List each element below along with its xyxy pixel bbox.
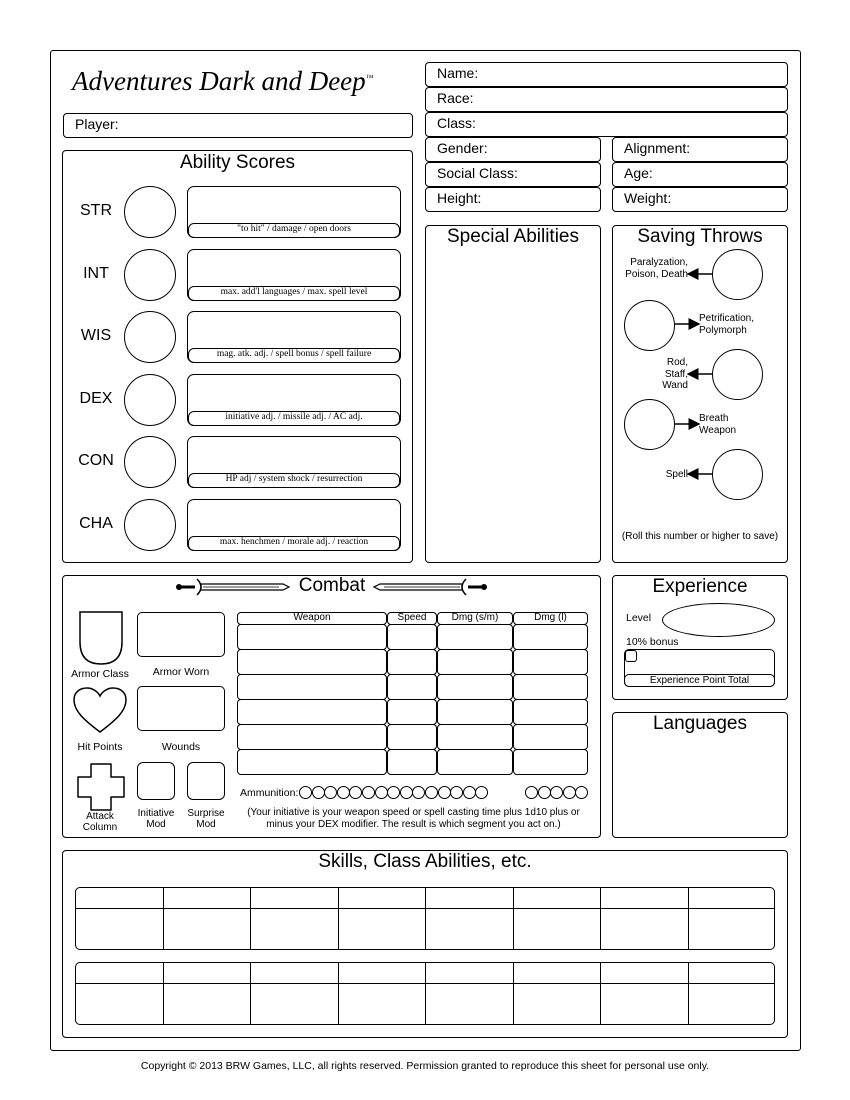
bonus-label: 10% bonus: [626, 636, 679, 648]
armor-worn-label: Armor Worn: [152, 666, 210, 678]
ammunition-circle[interactable]: [400, 786, 413, 799]
saving-throws-title: Saving Throws: [637, 226, 763, 247]
social-class-label: Social Class:: [437, 165, 518, 181]
ability-score-circle-dex[interactable]: [124, 374, 176, 426]
gender-label: Gender:: [437, 140, 488, 156]
skills-cell[interactable]: [75, 908, 163, 950]
weapon-cell[interactable]: [513, 674, 588, 700]
ability-label-cha: CHA: [79, 514, 113, 532]
weapon-cell[interactable]: [387, 699, 437, 725]
save-circle-breath[interactable]: [624, 399, 675, 450]
initiative-mod-box[interactable]: [137, 762, 175, 800]
wounds-box[interactable]: [137, 686, 225, 731]
weapon-cell[interactable]: [237, 624, 387, 650]
game-title-text: Adventures Dark and Deep: [72, 66, 366, 96]
skills-cell[interactable]: [338, 983, 426, 1025]
ammunition-circle[interactable]: [475, 786, 488, 799]
save-circle-petrification[interactable]: [624, 300, 675, 351]
weapon-cell[interactable]: [387, 724, 437, 750]
weight-label: Weight:: [624, 190, 672, 206]
ammunition-circle[interactable]: [550, 786, 563, 799]
level-oval[interactable]: [662, 603, 775, 637]
ability-modifiers-box-str[interactable]: [187, 186, 401, 238]
weapon-cell[interactable]: [237, 649, 387, 675]
weapon-cell[interactable]: [513, 699, 588, 725]
save-label-breath: Breath Weapon: [699, 413, 737, 436]
player-label: Player:: [75, 116, 119, 132]
weapon-cell[interactable]: [437, 624, 513, 650]
weapon-cell[interactable]: [513, 649, 588, 675]
skills-cell[interactable]: [163, 908, 251, 950]
ability-modifiers-box-int[interactable]: [187, 249, 401, 301]
initiative-note: (Your initiative is your weapon speed or spell casting time plus 1d10 plus or minus your DEX modifier. The result is which segment you act on.): [247, 807, 580, 830]
ability-modifiers-caption: initiative adj. / missile adj. / AC adj.: [188, 411, 400, 426]
wounds-label: Wounds: [161, 741, 201, 753]
weight-field[interactable]: [612, 187, 788, 212]
weapon-cell[interactable]: [437, 649, 513, 675]
skills-title: Skills, Class Abilities, etc.: [318, 851, 532, 872]
armor-worn-box[interactable]: [137, 612, 225, 657]
languages-section[interactable]: [612, 712, 788, 838]
combat-title: Combat: [298, 575, 366, 596]
name-label: Name:: [437, 65, 479, 81]
weapon-header-cell: Speed: [387, 612, 437, 625]
ammunition-circle[interactable]: [563, 786, 576, 799]
ability-label-wis: WIS: [80, 327, 112, 344]
armor-class-shield-icon[interactable]: [78, 610, 124, 666]
skills-cell[interactable]: [425, 983, 513, 1025]
save-circle-spell[interactable]: [712, 449, 763, 500]
class-field[interactable]: [425, 112, 788, 137]
weapon-header-cell: Dmg (l): [513, 612, 588, 625]
surprise-mod-box[interactable]: [187, 762, 225, 800]
surprise-mod-label: Surprise Mod: [187, 808, 225, 830]
skills-cell[interactable]: [163, 983, 251, 1025]
ability-modifiers-caption: "to hit" / damage / open doors: [188, 223, 400, 238]
name-field[interactable]: [425, 62, 788, 87]
weapon-cell[interactable]: [513, 724, 588, 750]
save-label-petrification: Petrification, Polymorph: [699, 313, 755, 336]
save-label-paralyzation: Paralyzation, Poison, Death: [625, 257, 688, 280]
save-circle-paralyzation[interactable]: [712, 249, 763, 300]
weapon-cell[interactable]: [237, 674, 387, 700]
weapon-cell[interactable]: [237, 699, 387, 725]
alignment-label: Alignment:: [624, 140, 691, 156]
languages-title: Languages: [652, 713, 748, 734]
game-title: [72, 66, 417, 106]
level-label: Level: [626, 612, 652, 624]
height-field[interactable]: [425, 187, 601, 212]
ammunition-circle[interactable]: [450, 786, 463, 799]
ability-score-circle-cha[interactable]: [124, 499, 176, 551]
skills-cell[interactable]: [338, 908, 426, 950]
ammunition-circle[interactable]: [337, 786, 350, 799]
weapon-cell[interactable]: [387, 624, 437, 650]
ability-modifiers-caption: max. henchmen / morale adj. / reaction: [188, 536, 400, 551]
initiative-mod-label: Initiative Mod: [137, 808, 175, 830]
ability-modifiers-box-cha[interactable]: [187, 499, 401, 551]
save-label-rod: Rod, Staff, Wand: [662, 357, 688, 391]
ammunition-circle[interactable]: [299, 786, 312, 799]
weapon-cell[interactable]: [437, 724, 513, 750]
skills-cell[interactable]: [513, 983, 601, 1025]
ammunition-circle[interactable]: [362, 786, 375, 799]
skills-cell[interactable]: [250, 983, 338, 1025]
skills-cell[interactable]: [600, 908, 688, 950]
weapon-header-cell: Dmg (s/m): [437, 612, 513, 625]
ability-modifiers-box-dex[interactable]: [187, 374, 401, 426]
weapon-cell[interactable]: [513, 624, 588, 650]
weapon-cell[interactable]: [513, 749, 588, 775]
sword-left-icon: [175, 577, 290, 597]
ability-score-circle-str[interactable]: [124, 186, 176, 238]
skills-cell[interactable]: [513, 908, 601, 950]
weapon-cell[interactable]: [237, 749, 387, 775]
ammunition-circle[interactable]: [425, 786, 438, 799]
ammunition-circle[interactable]: [349, 786, 362, 799]
ammunition-circle[interactable]: [312, 786, 325, 799]
ammunition-circle[interactable]: [412, 786, 425, 799]
ammunition-circle[interactable]: [324, 786, 337, 799]
special-abilities-title: Special Abilities: [446, 226, 580, 247]
weapon-cell[interactable]: [437, 699, 513, 725]
ability-label-int: INT: [83, 264, 109, 282]
weapon-cell[interactable]: [437, 674, 513, 700]
ability-label-con: CON: [78, 452, 114, 469]
ability-modifiers-box-wis[interactable]: [187, 311, 401, 363]
skills-cell[interactable]: [600, 983, 688, 1025]
ability-modifiers-caption: HP adj / system shock / resurrection: [188, 473, 400, 488]
ability-modifiers-caption: max. add'l languages / max. spell level: [188, 286, 400, 301]
skills-cell[interactable]: [75, 983, 163, 1025]
player-field[interactable]: [63, 113, 413, 138]
ammunition-circle[interactable]: [575, 786, 588, 799]
ability-label-str: STR: [80, 202, 112, 219]
race-field[interactable]: [425, 87, 788, 112]
bonus-checkbox[interactable]: [625, 650, 637, 662]
weapon-cell[interactable]: [387, 649, 437, 675]
hit-points-label: Hit Points: [77, 741, 123, 753]
weapon-cell[interactable]: [387, 749, 437, 775]
attack-column-cross-icon[interactable]: [76, 762, 126, 812]
ammunition-circle[interactable]: [525, 786, 538, 799]
saving-throws-note: (Roll this number or higher to save): [621, 531, 779, 542]
gender-field[interactable]: [425, 137, 601, 162]
ability-score-circle-con[interactable]: [124, 436, 176, 488]
age-field[interactable]: [612, 162, 788, 187]
skills-cell[interactable]: [425, 908, 513, 950]
save-label-spell: Spell: [665, 469, 688, 480]
weapon-cell[interactable]: [437, 749, 513, 775]
sword-right-icon: [373, 577, 488, 597]
ammunition-circle[interactable]: [375, 786, 388, 799]
ammunition-circle[interactable]: [438, 786, 451, 799]
ammunition-label: Ammunition:: [240, 787, 299, 799]
weapon-cell[interactable]: [237, 724, 387, 750]
class-label: Class:: [437, 115, 476, 131]
social-class-field[interactable]: [425, 162, 601, 187]
special-abilities-section[interactable]: [425, 225, 601, 563]
race-label: Race:: [437, 90, 474, 106]
ammunition-circle[interactable]: [463, 786, 476, 799]
skills-cell[interactable]: [250, 908, 338, 950]
save-circle-rod[interactable]: [712, 349, 763, 400]
age-label: Age:: [624, 165, 653, 181]
ability-score-circle-wis[interactable]: [124, 311, 176, 363]
ammunition-circle[interactable]: [538, 786, 551, 799]
alignment-field[interactable]: [612, 137, 788, 162]
weapons-table: [237, 612, 588, 775]
ammunition-circle[interactable]: [387, 786, 400, 799]
ability-modifiers-caption: mag. atk. adj. / spell bonus / spell failure: [188, 348, 400, 363]
weapon-cell[interactable]: [387, 674, 437, 700]
ability-modifiers-box-con[interactable]: [187, 436, 401, 488]
experience-title: Experience: [652, 576, 748, 597]
copyright-footer: Copyright © 2013 BRW Games, LLC, all rights reserved. Permission granted to reproduce this sheet for personal use only.: [140, 1060, 710, 1072]
skills-cell[interactable]: [688, 908, 776, 950]
trademark: ™: [365, 73, 374, 82]
ability-score-circle-int[interactable]: [124, 249, 176, 301]
weapon-header-cell: Weapon: [237, 612, 387, 625]
attack-column-label: Attack Column: [82, 811, 118, 833]
ability-scores-title: Ability Scores: [179, 152, 296, 173]
armor-class-label: Armor Class: [71, 668, 129, 680]
experience-total-label: Experience Point Total: [624, 674, 775, 687]
ability-label-dex: DEX: [79, 389, 113, 407]
skills-cell[interactable]: [688, 983, 776, 1025]
heart-icon[interactable]: [72, 686, 128, 736]
height-label: Height:: [437, 190, 482, 206]
